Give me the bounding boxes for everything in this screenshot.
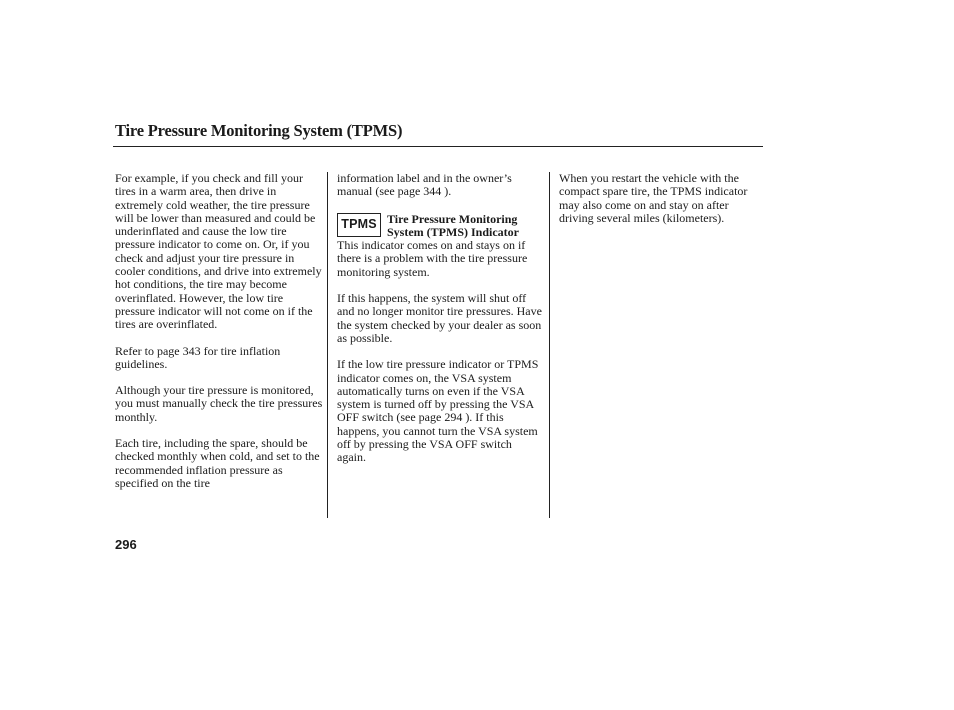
column-2 [337, 172, 542, 478]
column-3 [559, 172, 761, 238]
column-1 [115, 172, 323, 503]
paragraph: If the low tire pressure indicator or TPMS indicator comes on, the VSA system automatically turns on even if the VSA system is turned off by pressing the VSA OFF switch (see page 294 ). If this happens, you cannot turn the VSA system off by pressing the VSA OFF switch again. [337, 357, 539, 465]
paragraph: Although your tire pressure is monitored, you must manually check the tire pressures monthly. [115, 383, 323, 424]
paragraph: This indicator comes on and stays on if there is a problem with the tire pressure monitoring system. [337, 238, 528, 279]
tpms-indicator-icon: TPMS [337, 213, 381, 237]
paragraph: If this happens, the system will shut off and no longer monitor tire pressures. Have the system checked by your dealer as soon as possible. [337, 291, 542, 345]
paragraph: Refer to page 343 for tire inflation guidelines. [115, 343, 281, 371]
paragraph: information label and in the owner’s manual (see page 344 ). [337, 171, 512, 199]
column-divider-2 [549, 172, 550, 518]
title-rule [113, 146, 763, 147]
paragraph: When you restart the vehicle with the compact spare tire, the TPMS indicator may also come on and stay on after driving several miles (kilometers). [559, 171, 748, 225]
paragraph: For example, if you check and fill your tires in a warm area, then drive in extremely cold weather, the tire pressure will be lower than measured and could be underinflated and cause the low tire pressure indicator to come on. Or, if you check and adjust your tire pressure in cooler conditions, and drive into extremely hot conditions, the tire may become overinflated. However, the low tire pressure indicator will not come on if the tires are overinflated. [115, 171, 322, 332]
page-title: Tire Pressure Monitoring System (TPMS) [115, 121, 403, 140]
tpms-indicator-block [337, 212, 542, 240]
indicator-heading: Tire Pressure Monitoring System (TPMS) Indicator [387, 211, 519, 239]
paragraph: Each tire, including the spare, should be checked monthly when cold, and set to the recommended inflation pressure as specified on the tire [115, 436, 320, 490]
column-divider-1 [327, 172, 328, 518]
page-number: 296 [115, 537, 137, 552]
